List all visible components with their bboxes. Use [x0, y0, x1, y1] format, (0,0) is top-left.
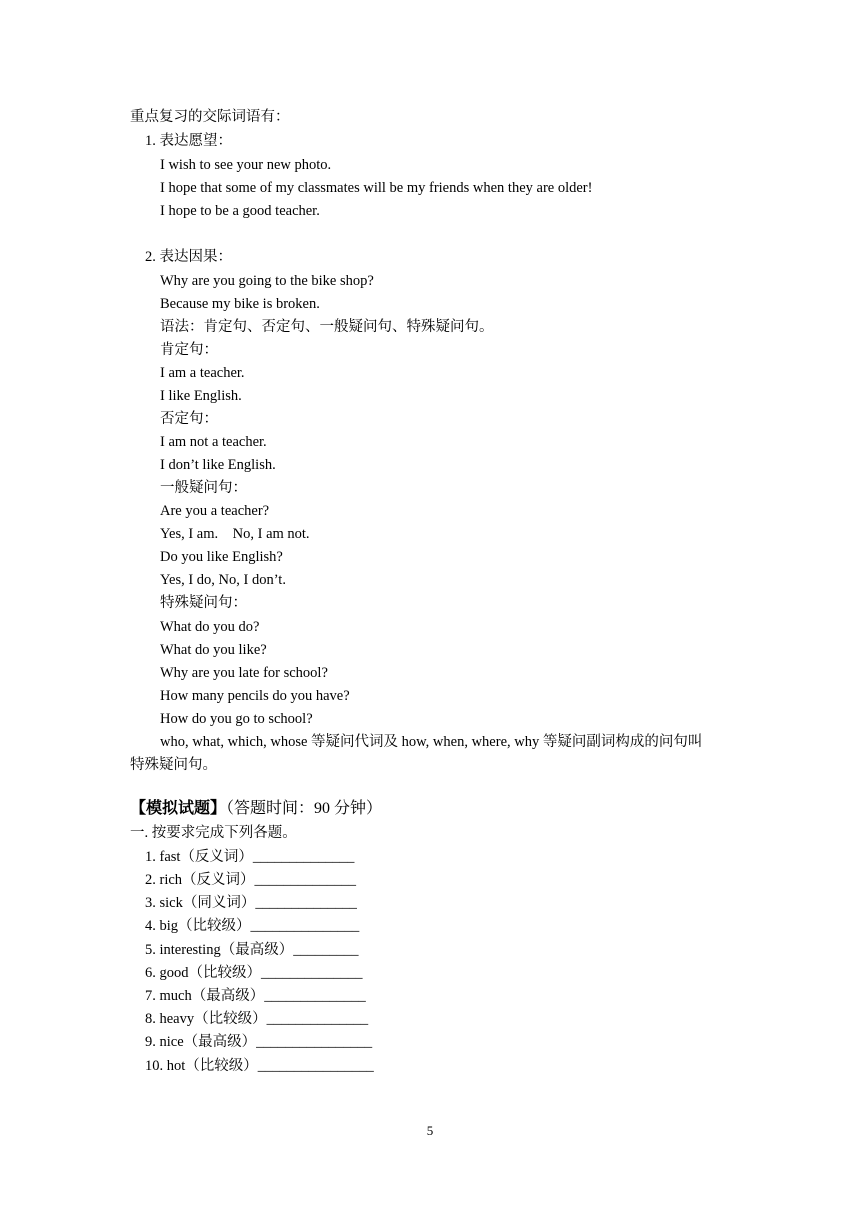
- negative-label: 否定句：: [160, 411, 218, 427]
- part1-title: 一. 按要求完成下列各题。: [130, 825, 297, 841]
- text-line: How do you go to school?: [160, 711, 313, 727]
- text-line: Why are you late for school?: [160, 665, 328, 681]
- text-line: I am not a teacher.: [160, 434, 267, 450]
- section1-title: 1. 表达愿望：: [145, 133, 232, 149]
- page-number: 5: [426, 1123, 434, 1138]
- text-line: I hope to be a good teacher.: [160, 203, 320, 219]
- text-line: Do you like English?: [160, 549, 283, 565]
- text-line: What do you like?: [160, 642, 267, 658]
- exercise-item: 8. heavy（比较级）______________: [145, 1011, 369, 1027]
- text-line: Yes, I am. No, I am not.: [160, 526, 310, 542]
- grammar-note-line1: who, what, which, whose 等疑问代词及 how, when, where, why 等疑问副词构成的问句叫: [160, 734, 703, 750]
- affirmative-label: 肯定句：: [160, 342, 218, 358]
- exercise-item: 5. interesting（最高级）_________: [145, 942, 359, 958]
- exercise-item: 10. hot（比较级）________________: [145, 1058, 374, 1074]
- exercise-item: 7. much（最高级）______________: [145, 988, 366, 1004]
- text-line: How many pencils do you have?: [160, 688, 350, 704]
- exercise-item: 1. fast（反义词）______________: [145, 849, 355, 865]
- grammar-intro: 语法：肯定句、否定句、一般疑问句、特殊疑问句。: [160, 319, 494, 335]
- text-line: I hope that some of my classmates will be my friends when they are older!: [160, 180, 593, 196]
- text-line: I like English.: [160, 388, 242, 404]
- review-heading: 重点复习的交际词语有：: [130, 109, 290, 125]
- exercise-item: 4. big（比较级）_______________: [145, 918, 360, 934]
- text-line: I don’t like English.: [160, 457, 276, 473]
- special-question-label: 特殊疑问句：: [160, 595, 247, 611]
- exercise-item: 6. good（比较级）______________: [145, 965, 363, 981]
- exam-title: 【模拟试题】: [130, 800, 227, 817]
- exercise-item: 3. sick（同义词）______________: [145, 895, 357, 911]
- text-line: What do you do?: [160, 619, 260, 635]
- exam-time-note: （答题时间：90 分钟）: [226, 800, 383, 817]
- text-line: Yes, I do, No, I don’t.: [160, 572, 286, 588]
- exercise-item: 2. rich（反义词）______________: [145, 872, 357, 888]
- text-line: Are you a teacher?: [160, 503, 270, 519]
- grammar-note-line2: 特殊疑问句。: [130, 757, 217, 773]
- exam-heading: [130, 800, 382, 818]
- text-line: Why are you going to the bike shop?: [160, 273, 374, 289]
- general-question-label: 一般疑问句：: [160, 480, 247, 496]
- text-line: I wish to see your new photo.: [160, 157, 332, 173]
- exercise-item: 9. nice（最高级）________________: [145, 1034, 373, 1050]
- text-line: I am a teacher.: [160, 365, 245, 381]
- section2-title: 2. 表达因果：: [145, 249, 232, 265]
- text-line: Because my bike is broken.: [160, 296, 320, 312]
